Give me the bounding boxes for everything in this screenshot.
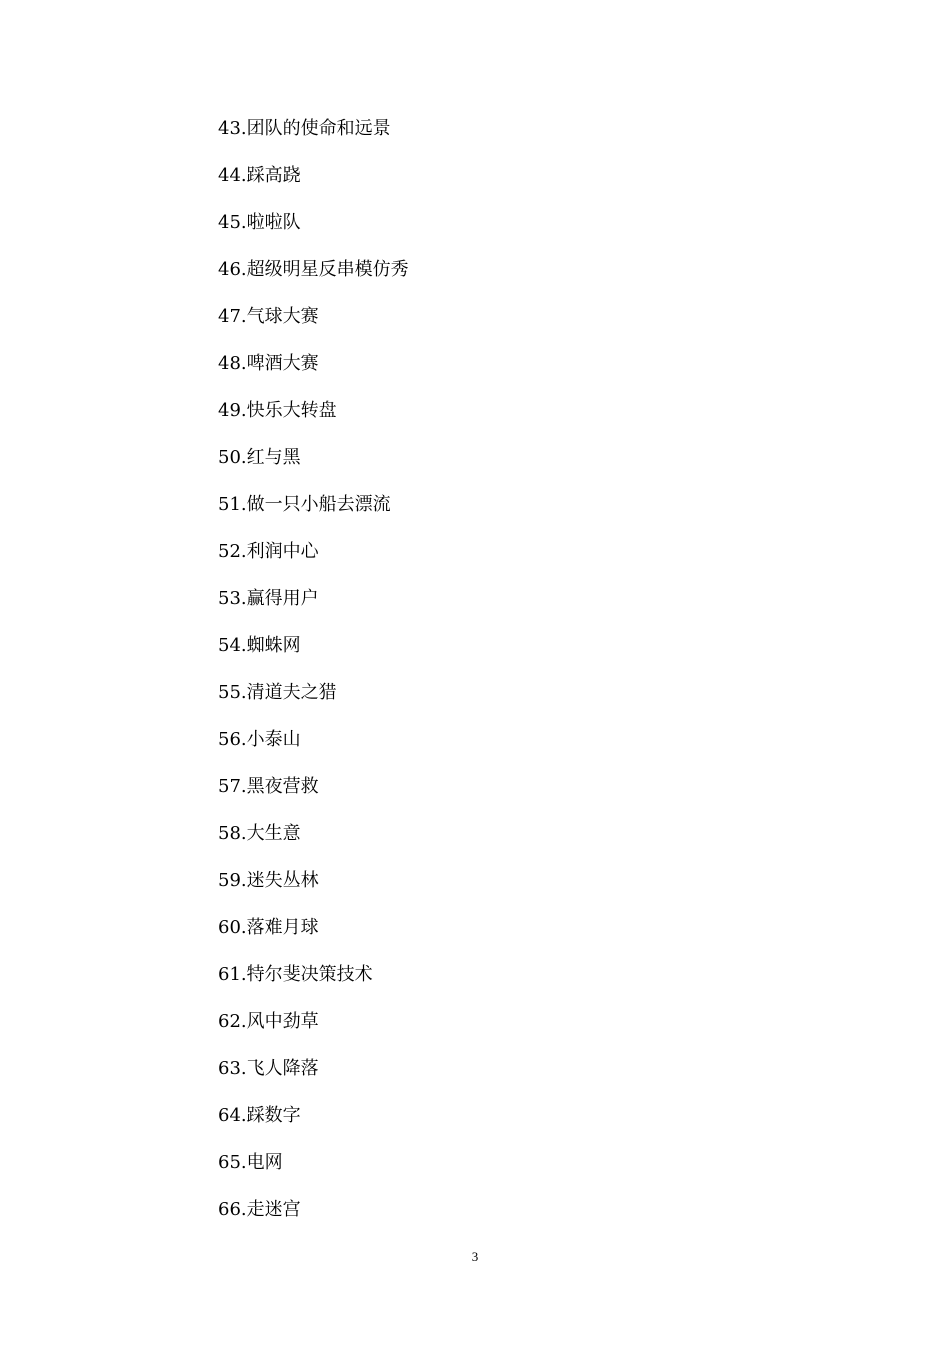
list-item: 66.走迷宫 — [218, 1199, 301, 1220]
list-item: 49.快乐大转盘 — [218, 400, 337, 421]
list-item: 54.蜘蛛网 — [218, 635, 301, 656]
list-item: 48.啤酒大赛 — [218, 353, 319, 374]
list-item: 64.踩数字 — [218, 1105, 301, 1126]
list-item: 43.团队的使命和远景 — [218, 118, 391, 139]
list-item: 57.黑夜营救 — [218, 776, 319, 797]
list-item: 52.利润中心 — [218, 541, 319, 562]
list-item: 61.特尔斐决策技术 — [218, 964, 373, 985]
list-item: 58.大生意 — [218, 823, 301, 844]
list-item: 56.小泰山 — [218, 729, 301, 750]
list-item: 60.落难月球 — [218, 917, 319, 938]
list-item: 47.气球大赛 — [218, 306, 319, 327]
list-item: 63.飞人降落 — [218, 1058, 319, 1079]
list-item: 62.风中劲草 — [218, 1011, 319, 1032]
list-item: 46.超级明星反串模仿秀 — [218, 259, 409, 280]
page-number: 3 — [471, 1249, 479, 1264]
list-item: 55.清道夫之猎 — [218, 682, 337, 703]
list-item: 50.红与黑 — [218, 447, 301, 468]
list-item: 53.赢得用户 — [218, 588, 319, 609]
list-item: 51.做一只小船去漂流 — [218, 494, 391, 515]
list-item: 45.啦啦队 — [218, 212, 301, 233]
activity-list — [218, 116, 409, 1244]
list-item: 59.迷失丛林 — [218, 870, 319, 891]
list-item: 44.踩高跷 — [218, 165, 301, 186]
list-item: 65.电网 — [218, 1152, 283, 1173]
